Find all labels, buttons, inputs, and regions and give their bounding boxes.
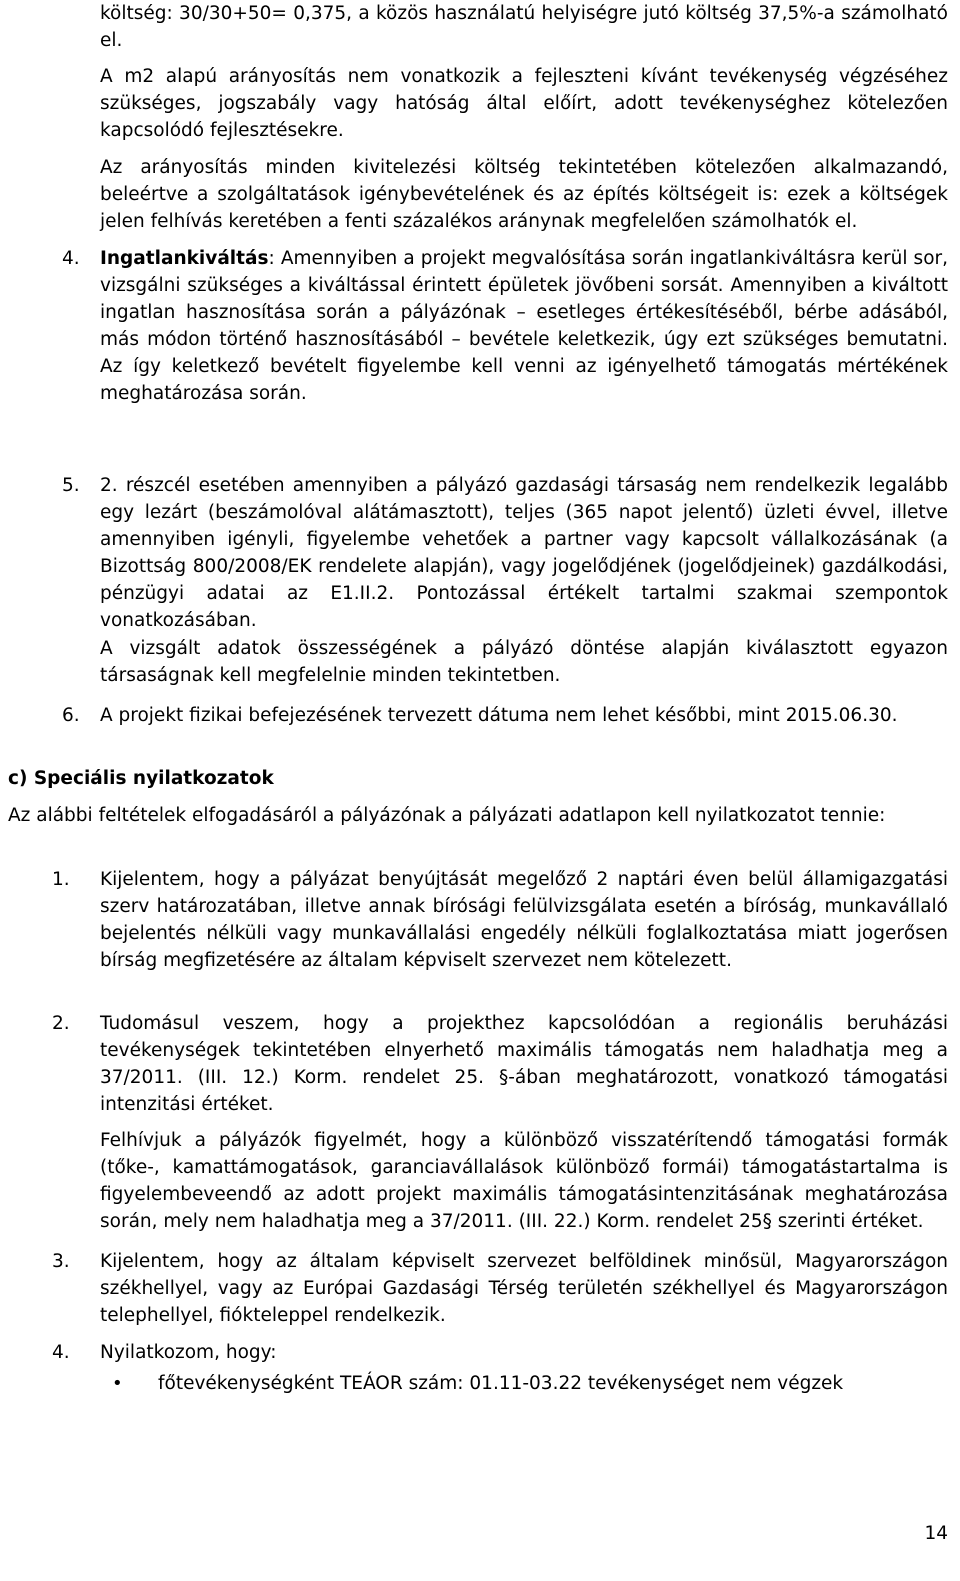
declaration-2-text: Tudomásul veszem, hogy a projekthez kapcsolódóan a regionális beruházási tevékenységek tekintetében elnyerhető maximális támogatás nem haladhatja meg a 37/2011. (III. 12.) Korm. rendelet 25. §-ában meghatározott, vonatkozó támogatási intenzitási értéket. <box>100 1013 948 1115</box>
declaration-4-text: Nyilatkozom, hogy: <box>100 1342 277 1363</box>
item-5-text-continued: A vizsgált adatok összességének a pályázó döntése alapján kiválasztott egyazon társaságnak kell megfelelnie minden tekintetben. <box>100 638 948 686</box>
item-5-text: 2. részcél esetében amennyiben a pályázó gazdasági társaság nem rendelkezik legalább egy lezárt (beszámolóval alátámasztott), teljes (365 napot jelentő) üzleti évvel, illetve amennyiben igényli, figyelembe vehetőek a partner vagy kapcsolt vállalkozásának (a Bizottság 800/2008/EK rendelete alapján), vagy jogelődjének (jogelődjeinek) gazdálkodási, pénzügyi adatai az E1.II.2. Pontozással értékelt tartalmi szakmai szempontok vonatkozásában. <box>100 475 948 631</box>
item-4-text <box>100 245 948 407</box>
declaration-3-text: Kijelentem, hogy az általam képviselt szervezet belföldinek minősül, Magyarországon székhellyel, vagy az Európai Gazdasági Térség területén székhellyel és Magyarországon telephellyel, fióktelеppel rendelkezik. <box>100 1251 948 1326</box>
section-c-intro: Az alábbi feltételek elfogadásáról a pályázónak a pályázati adatlapon kell nyilatkozatot tennie: <box>8 805 886 826</box>
declaration-4-bullet-text: főtevékenységként TEÁOR szám: 01.11-03.22 tevékenységet nem végzek <box>158 1373 844 1394</box>
page-number: 14 <box>924 1523 948 1544</box>
item-4-body: : Amennyiben a projekt megvalósítása során ingatlankiváltásra kerül sor, vizsgálni szükséges a kiváltással érintett épületek jövőbeni sorsát. Amennyiben a kiváltott ingatlan hasznosítása során a pályázónak – esetleges értékesítéséből, bérbe adásából, más módon történő hasznosításából – bevétele keletkezik, úgy ezt szükséges bemutatni. Az így keletkező bevételt figyelembe kell venni az igényelhető támogatás mértékének meghatározása során. <box>100 248 948 404</box>
declaration-1-text: Kijelentem, hogy a pályázat benyújtását megelőző 2 naptári éven belül államigazgatási szerv határozatában, illetve annak bírósági felülvizsgálata esetén a bíróság, munkavállaló bejelentés nélküli vagy munkavállalási engedély nélküli foglalkoztatása miatt jogerősen bírság megfizetésére az általam képviselt szervezet nem kötelezett. <box>100 869 948 971</box>
paragraph-cost-example: költség: 30/30+50= 0,375, a közös használatú helyiségre jutó költség 37,5%-a számolható el. <box>100 3 948 51</box>
declaration-1-number: 1. <box>52 869 70 890</box>
item-6-text: A projekt fizikai befejezésének tervezett dátuma nem lehet későbbi, mint 2015.06.30. <box>100 705 898 726</box>
paragraph-m2-exception: A m2 alapú arányosítás nem vonatkozik a fejleszteni kívánt tevékenység végzéséhez szükséges, jogszabály vagy hatóság által előírt, adott tevékenységhez kötelezően kapcsolódó fejlesztésekre. <box>100 66 948 141</box>
section-c-heading: c) Speciális nyilatkozatok <box>8 768 274 789</box>
bullet-dot-icon: • <box>112 1373 123 1394</box>
item-4-number: 4. <box>62 248 80 269</box>
declaration-4-number: 4. <box>52 1342 70 1363</box>
declaration-3-number: 3. <box>52 1251 70 1272</box>
item-5-number: 5. <box>62 475 80 496</box>
declaration-2-note: Felhívjuk a pályázók figyelmét, hogy a különböző visszatérítendő támogatási formák (tőke-, kamattámogatások, garanciavállalások különböző formái) támogatástartalma is figyelembeveendő az adott projekt maximális támogatásintenzitásának meghatározása során, mely nem haladhatja meg a 37/2011. (III. 22.) Korm. rendelet 25§ szerinti értéket. <box>100 1130 948 1232</box>
declaration-2-number: 2. <box>52 1013 70 1034</box>
paragraph-ratio-rule: Az arányosítás minden kivitelezési költség tekintetében kötelezően alkalmazandó, beleértve a szolgáltatások igénybevételének és az építés költségeit is: ezek a költségek jelen felhívás keretében a fenti százalékos aránynak megfelelően számolhatók el. <box>100 157 948 232</box>
item-4-title: Ingatlankiváltás <box>100 248 269 269</box>
item-6-number: 6. <box>62 705 80 726</box>
